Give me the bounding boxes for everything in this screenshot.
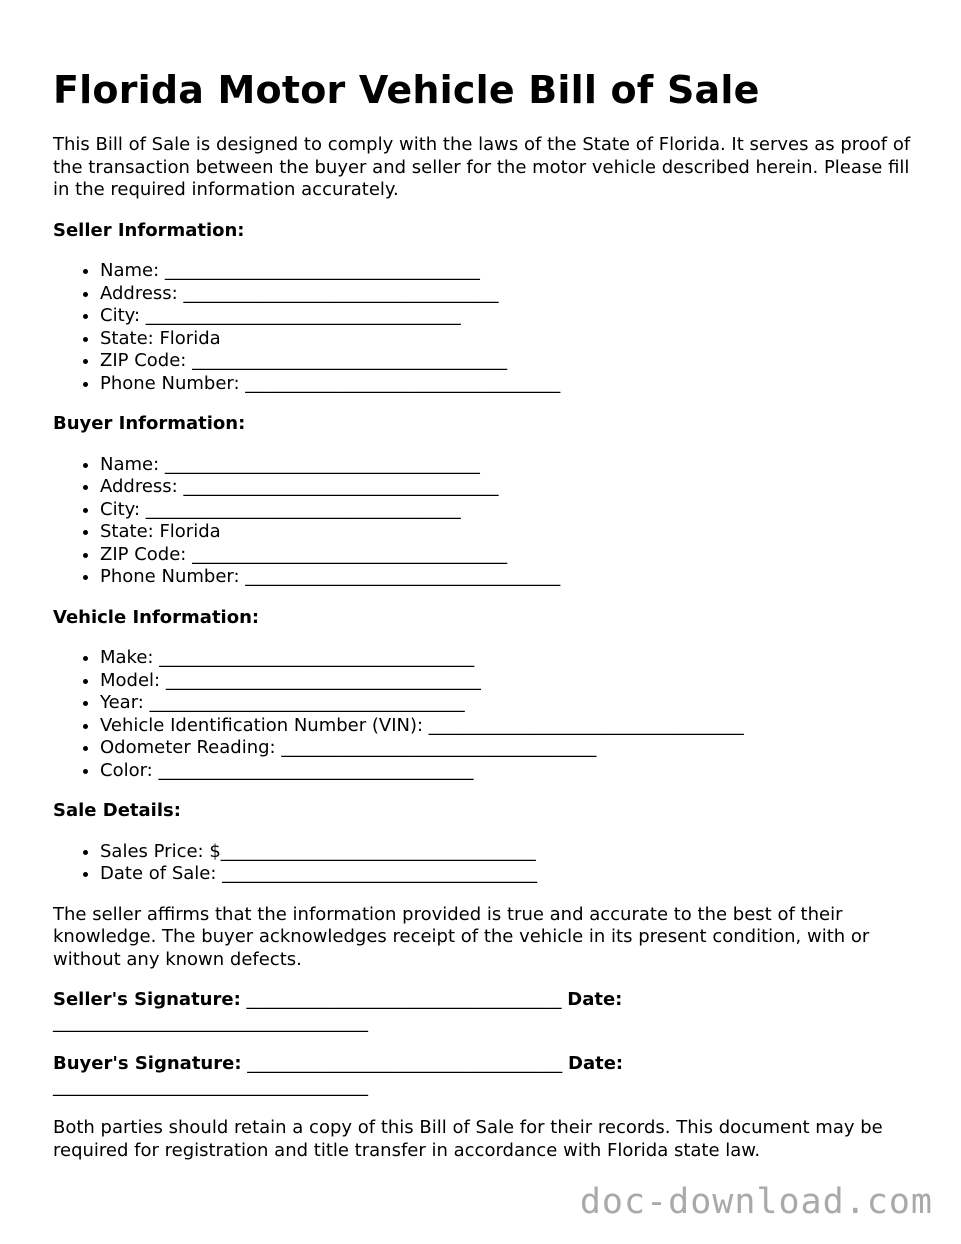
buyer-signature-line[interactable]	[53, 1053, 913, 1098]
buyer-field-list	[53, 454, 913, 589]
seller-signature-label: Seller's Signature:	[53, 989, 241, 1010]
sale-section-heading: Sale Details:	[53, 800, 181, 821]
seller-name-field[interactable]: • Name: ___________________________________	[100, 260, 913, 283]
vehicle-year-field[interactable]: • Year: ___________________________________	[100, 692, 913, 715]
buyer-signature-label: Buyer's Signature:	[53, 1053, 242, 1074]
sales-price-field[interactable]: • Sales Price: $___________________________________	[100, 841, 913, 864]
buyer-name-field[interactable]: • Name: ___________________________________	[100, 454, 913, 477]
affirmation-paragraph: The seller affirms that the information provided is true and accurate to the best of their knowledge. The buyer acknowledges receipt of the vehicle in its present condition, with or without any known defects.	[53, 903, 870, 970]
seller-address-field[interactable]: • Address: ___________________________________	[100, 283, 913, 306]
vehicle-color-field[interactable]: • Color: ___________________________________	[100, 760, 913, 783]
buyer-address-field[interactable]: • Address: ___________________________________	[100, 476, 913, 499]
vehicle-make-field[interactable]: • Make: ___________________________________	[100, 647, 913, 670]
document-title: Florida Motor Vehicle Bill of Sale	[53, 68, 760, 112]
seller-date-blank[interactable]: ___________________________________	[53, 1011, 368, 1033]
seller-phone-field[interactable]: • Phone Number: ___________________________________	[100, 373, 913, 396]
vehicle-model-field[interactable]: • Model: ___________________________________	[100, 670, 913, 693]
watermark-text: doc-download.com	[579, 1182, 933, 1222]
seller-field-list	[53, 260, 913, 395]
buyer-zip-field[interactable]: • ZIP Code: ___________________________________	[100, 544, 913, 567]
seller-date-label: Date:	[567, 989, 623, 1010]
sale-date-field[interactable]: • Date of Sale: ___________________________________	[100, 863, 913, 886]
seller-city-field[interactable]: • City: ___________________________________	[100, 305, 913, 328]
seller-section-heading: Seller Information:	[53, 219, 245, 241]
closing-paragraph: Both parties should retain a copy of this Bill of Sale for their records. This document may be required for registration and title transfer in accordance with Florida state law.	[53, 1117, 883, 1161]
buyer-state-field: • State: Florida	[100, 521, 913, 544]
buyer-phone-field[interactable]: • Phone Number: ___________________________________	[100, 566, 913, 589]
vehicle-field-list	[53, 647, 913, 782]
buyer-city-field[interactable]: • City: ___________________________________	[100, 499, 913, 522]
vehicle-section-heading: Vehicle Information:	[53, 606, 260, 628]
document-page	[53, 66, 913, 1162]
buyer-section-heading: Buyer Information:	[53, 413, 246, 434]
buyer-date-blank[interactable]: ___________________________________	[53, 1075, 368, 1097]
sale-field-list	[53, 841, 913, 886]
seller-signature-line[interactable]	[53, 989, 913, 1034]
buyer-signature-blank[interactable]: ___________________________________	[247, 1053, 563, 1074]
buyer-date-label: Date:	[568, 1053, 624, 1074]
intro-paragraph: This Bill of Sale is designed to comply with the laws of the State of Florida. It serves as proof of the transaction between the buyer and seller for the motor vehicle described herein. Please fill in the required information accurately.	[53, 134, 911, 200]
seller-signature-blank[interactable]: ___________________________________	[246, 989, 562, 1010]
vehicle-odometer-field[interactable]: • Odometer Reading: ___________________________________	[100, 737, 913, 760]
seller-zip-field[interactable]: • ZIP Code: ___________________________________	[100, 350, 913, 373]
seller-state-field: • State: Florida	[100, 328, 913, 351]
vehicle-vin-field[interactable]: • Vehicle Identification Number (VIN): ___________________________________	[100, 715, 913, 738]
